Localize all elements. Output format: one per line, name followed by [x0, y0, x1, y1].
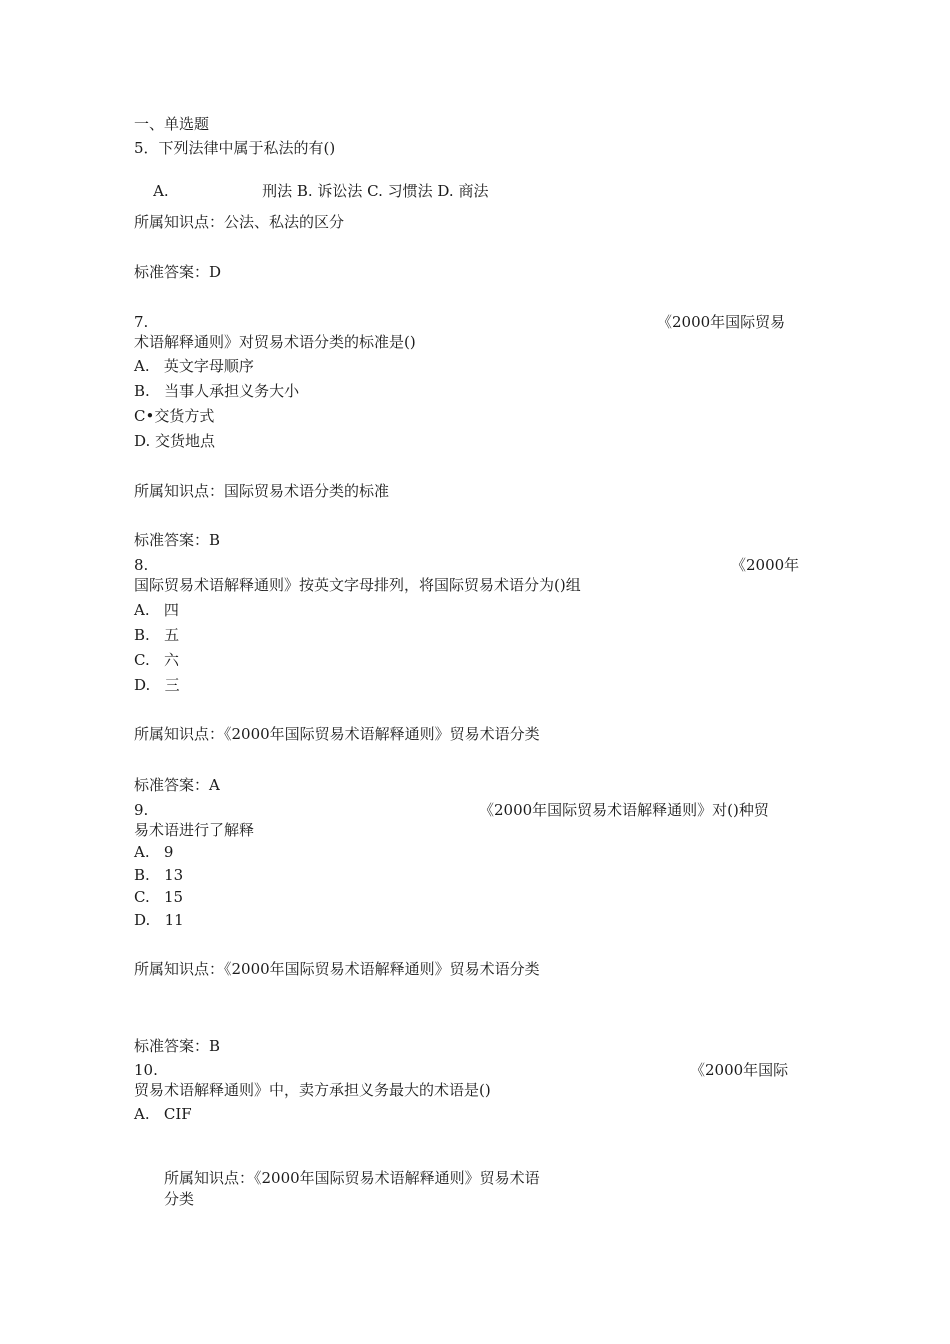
q8-knowledge: 所属知识点：《2000年国际贸易术语解释通则》贸易术语分类	[134, 725, 540, 743]
q10-knowledge-line1: 所属知识点：《2000年国际贸易术语解释通则》贸易术语	[164, 1169, 540, 1187]
q10-option-a: A. CIF	[134, 1105, 192, 1123]
q7-option-a: A. 英文字母顺序	[134, 357, 254, 375]
q9-answer: 标准答案：B	[134, 1037, 221, 1055]
q5-answer: 标准答案：D	[134, 263, 222, 281]
q9-knowledge: 所属知识点：《2000年国际贸易术语解释通则》贸易术语分类	[134, 960, 540, 978]
q10-stem-cont: 贸易术语解释通则》中，卖方承担义务最大的术语是()	[134, 1081, 491, 1099]
q8-option-c: C. 六	[134, 651, 180, 669]
q7-number: 7.	[134, 313, 149, 331]
q9-option-d: D. 11	[134, 911, 184, 929]
q8-stem-cont: 国际贸易术语解释通则》按英文字母排列，将国际贸易术语分为()组	[134, 576, 581, 594]
q8-option-b: B. 五	[134, 626, 180, 644]
q7-option-c: C•交货方式	[134, 407, 215, 425]
q7-stem-cont: 术语解释通则》对贸易术语分类的标准是()	[134, 333, 416, 351]
q9-stem-cont: 易术语进行了解释	[134, 821, 255, 839]
q9-option-b: B. 13	[134, 866, 184, 884]
q5-options	[134, 164, 488, 218]
q8-option-a: A. 四	[134, 601, 179, 619]
q9-stem-right: 《2000年国际贸易术语解释通则》对()种贸	[479, 801, 769, 819]
q8-answer: 标准答案：A	[134, 776, 220, 794]
q5-option-text: 刑法 B. 诉讼法 C. 习惯法 D. 商法	[262, 182, 489, 200]
q5-option-label: A.	[153, 182, 169, 200]
q9-number: 9.	[134, 801, 149, 819]
q7-option-d: D. 交货地点	[134, 432, 216, 450]
q5-knowledge: 所属知识点：公法、私法的区分	[134, 213, 345, 231]
q8-option-d: D. 三	[134, 676, 180, 694]
q8-stem-right: 《2000年	[731, 556, 800, 574]
q5-stem: 5．下列法律中属于私法的有()	[134, 139, 336, 157]
q9-option-a: A. 9	[134, 843, 174, 861]
q7-answer: 标准答案：B	[134, 531, 221, 549]
section-title: 一、单选题	[134, 115, 210, 133]
q7-knowledge: 所属知识点：国际贸易术语分类的标准	[134, 482, 390, 500]
q7-option-b: B. 当事人承担义务大小	[134, 382, 300, 400]
q10-knowledge-line2: 分类	[164, 1190, 195, 1208]
q8-number: 8.	[134, 556, 149, 574]
q9-option-c: C. 15	[134, 888, 184, 906]
q7-stem-right: 《2000年国际贸易	[657, 313, 786, 331]
q10-stem-right: 《2000年国际	[690, 1061, 789, 1079]
q10-number: 10.	[134, 1061, 158, 1079]
